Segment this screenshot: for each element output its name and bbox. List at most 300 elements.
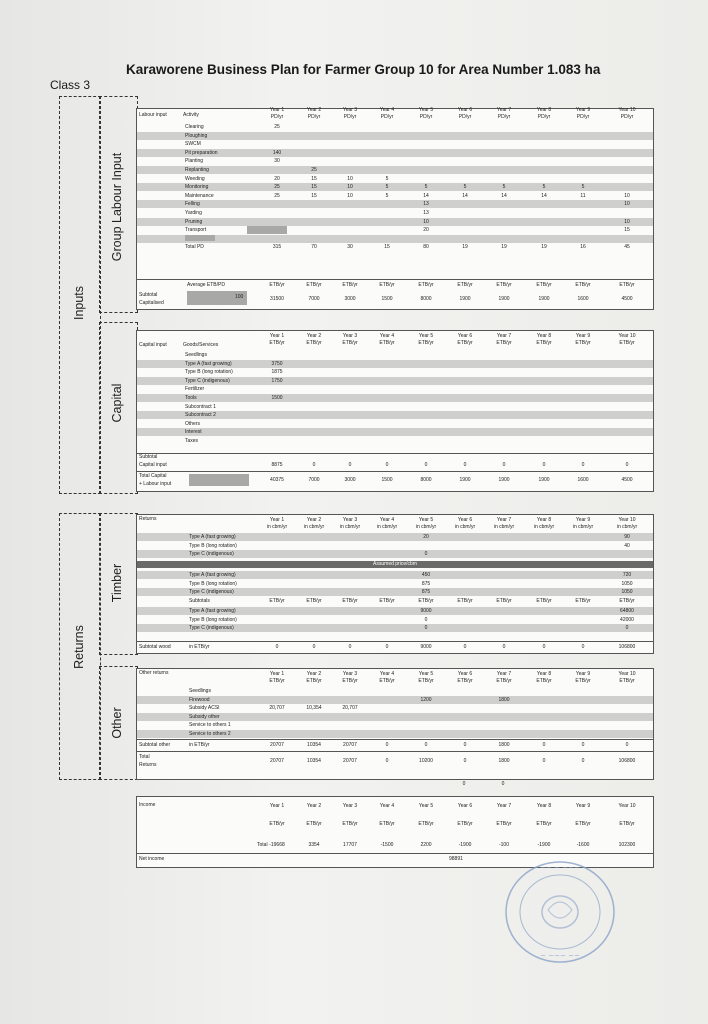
value-cell <box>611 377 643 385</box>
unit-header: ETB/yr <box>269 340 285 346</box>
income-total-label: Total <box>257 842 268 848</box>
timber-col0: Returns <box>139 516 157 522</box>
value-cell <box>611 394 643 402</box>
value-cell: 0 <box>625 625 629 632</box>
unit-header: ETB/yr <box>496 678 512 684</box>
value-cell: 17707 <box>343 842 357 848</box>
value-cell <box>567 624 599 632</box>
value-cell <box>298 721 330 729</box>
unit-header: in cbm/yr <box>339 524 361 530</box>
value-cell <box>528 588 560 596</box>
value-cell <box>449 624 481 632</box>
value-cell <box>371 704 403 712</box>
value-cell <box>449 385 481 393</box>
avg-unit: ETB/yr <box>418 282 434 288</box>
value-cell <box>371 377 403 385</box>
table-row <box>137 704 653 712</box>
value-cell: 0 <box>424 742 428 748</box>
value-cell <box>371 166 403 174</box>
table-row <box>137 730 653 738</box>
below-row <box>136 780 652 790</box>
value-cell <box>261 550 293 558</box>
value-cell <box>528 616 560 624</box>
row-label: Subsidy ACSI <box>189 705 220 712</box>
unit-header: PD/yr <box>343 114 357 120</box>
value-cell <box>371 403 403 411</box>
value-cell <box>298 411 330 419</box>
value-cell <box>261 403 293 411</box>
value-cell <box>567 437 599 445</box>
value-cell <box>528 360 560 368</box>
value-cell <box>261 385 293 393</box>
value-cell <box>567 420 599 428</box>
value-cell: 0 <box>542 758 546 764</box>
value-cell <box>611 385 643 393</box>
value-cell <box>567 696 599 704</box>
value-cell <box>449 428 481 436</box>
value-cell <box>611 428 643 436</box>
value-cell <box>261 166 293 174</box>
value-cell <box>298 437 330 445</box>
net-income-label: Net income <box>139 856 165 862</box>
value-cell <box>567 687 599 695</box>
row-label: Weeding <box>185 175 205 182</box>
value-cell: 7000 <box>308 296 320 302</box>
value-cell: 20707 <box>270 758 284 764</box>
value-cell <box>410 132 442 140</box>
value-cell <box>567 377 599 385</box>
value-cell: 106800 <box>618 758 636 764</box>
unit-header: ETB/yr <box>306 821 322 827</box>
value-cell <box>567 123 599 131</box>
year-header: Year 2 <box>306 671 322 677</box>
subtotals-unit: ETB/yr <box>269 598 285 604</box>
table-row <box>137 411 653 419</box>
value-cell <box>261 580 293 588</box>
value-cell <box>298 616 330 624</box>
other-subtotal-divider <box>137 739 653 740</box>
value-cell: 1900 <box>538 296 550 302</box>
value-cell: 875 <box>421 580 431 587</box>
value-cell: 720 <box>622 572 632 578</box>
value-cell: 2200 <box>420 842 432 848</box>
table-row <box>137 476 653 484</box>
row-label: Fertilizer <box>185 386 205 393</box>
value-cell: 1600 <box>577 477 589 483</box>
value-cell: 20 <box>423 227 429 234</box>
value-cell: 0 <box>542 742 546 748</box>
value-cell <box>611 351 643 359</box>
table-row <box>137 218 653 226</box>
table-row <box>137 420 653 428</box>
value-cell: 1050 <box>621 580 633 587</box>
value-cell <box>371 713 403 721</box>
value-cell <box>334 437 366 445</box>
value-cell <box>334 607 366 615</box>
value-cell <box>488 360 520 368</box>
table-row <box>137 295 653 303</box>
unit-header: in cbm/yr <box>376 524 398 530</box>
value-cell: 1900 <box>459 477 471 483</box>
value-cell: 0 <box>463 742 467 748</box>
value-cell <box>371 533 403 541</box>
unit-header: ETB/yr <box>619 678 635 684</box>
value-cell: 20,707 <box>342 705 358 712</box>
unit-header: ETB/yr <box>306 340 322 346</box>
value-cell <box>261 132 293 140</box>
year-header: Year 5 <box>418 671 434 677</box>
year-header: Year 1 <box>269 671 285 677</box>
value-cell <box>410 123 442 131</box>
unit-header: ETB/yr <box>418 821 434 827</box>
avg-unit: ETB/yr <box>619 282 635 288</box>
value-cell <box>298 533 330 541</box>
value-cell <box>611 437 643 445</box>
capital-total-label: Total Capital <box>139 473 167 479</box>
year-header: Year 4 <box>379 803 395 809</box>
value-cell <box>370 780 402 788</box>
labour-col0: Labour input <box>139 112 167 118</box>
value-cell <box>298 235 330 243</box>
table-row <box>137 157 653 165</box>
value-cell <box>488 377 520 385</box>
subtotals-unit: ETB/yr <box>496 598 512 604</box>
row-label: Transport <box>185 227 207 234</box>
unit-header: ETB/yr <box>619 821 635 827</box>
value-cell <box>371 428 403 436</box>
value-cell <box>334 226 366 234</box>
value-cell: 5 <box>581 184 585 191</box>
value-cell <box>449 616 481 624</box>
table-row <box>137 351 653 359</box>
value-cell <box>298 696 330 704</box>
value-cell: 0 <box>625 742 629 748</box>
value-cell <box>567 730 599 738</box>
value-cell: 10 <box>624 218 630 225</box>
capital-table <box>136 330 654 492</box>
value-cell <box>261 437 293 445</box>
capitalised-label: Capitalised <box>139 300 164 306</box>
value-cell <box>488 721 520 729</box>
value-cell <box>410 403 442 411</box>
value-cell <box>567 218 599 226</box>
year-header: Year 9 <box>575 671 591 677</box>
row-label: Type A (fast growing) <box>189 534 236 540</box>
value-cell: 0 <box>463 758 467 764</box>
value-cell <box>298 588 330 596</box>
svg-text:~~ ~ ~~~: ~~ ~ ~~~ <box>540 864 580 872</box>
table-row <box>137 437 653 445</box>
value-cell: 875 <box>421 589 431 596</box>
value-cell <box>449 166 481 174</box>
value-cell: 0 <box>385 742 389 748</box>
value-cell <box>260 780 292 788</box>
value-cell <box>488 607 520 615</box>
value-cell: -1900 <box>458 842 472 848</box>
value-cell: -1900 <box>537 842 551 848</box>
value-cell: -1500 <box>380 842 394 848</box>
income-col0: Income <box>139 802 156 808</box>
row-label: Type C (indigenous) <box>189 589 234 596</box>
value-cell <box>449 730 481 738</box>
unit-header: in cbm/yr <box>572 524 594 530</box>
value-cell <box>488 420 520 428</box>
value-cell <box>298 428 330 436</box>
value-cell <box>567 209 599 217</box>
value-cell <box>261 571 293 579</box>
value-cell <box>371 588 403 596</box>
value-cell <box>488 157 520 165</box>
table-row <box>137 140 653 148</box>
value-cell <box>334 420 366 428</box>
value-cell: 5 <box>463 184 467 191</box>
value-cell <box>298 132 330 140</box>
table-row <box>137 183 653 191</box>
unit-header: ETB/yr <box>575 678 591 684</box>
subtotals-unit: ETB/yr <box>379 598 395 604</box>
value-cell: 0 <box>312 644 316 650</box>
subtotals-unit: ETB/yr <box>418 598 434 604</box>
value-cell <box>528 687 560 695</box>
labour-subtotal-divider <box>137 279 653 280</box>
value-cell <box>371 580 403 588</box>
value-cell: 20707 <box>343 742 357 748</box>
value-cell <box>371 624 403 632</box>
value-cell <box>298 550 330 558</box>
unit-header: ETB/yr <box>536 821 552 827</box>
value-cell: 25 <box>274 184 280 191</box>
capital-side-label: Capital <box>110 383 124 423</box>
value-cell: 16 <box>580 244 586 251</box>
value-cell <box>410 411 442 419</box>
table-row <box>137 385 653 393</box>
value-cell <box>528 428 560 436</box>
value-cell <box>261 218 293 226</box>
table-row <box>137 175 653 183</box>
value-cell <box>528 218 560 226</box>
row-label: Firewood <box>189 696 210 703</box>
year-header: Year 5 <box>418 517 434 523</box>
value-cell <box>298 377 330 385</box>
unit-header: PD/yr <box>537 114 551 120</box>
value-cell <box>371 157 403 165</box>
value-cell <box>334 200 366 208</box>
value-cell <box>528 132 560 140</box>
value-cell <box>567 571 599 579</box>
value-cell <box>298 687 330 695</box>
year-header: Year 2 <box>306 803 322 809</box>
value-cell: 10 <box>347 184 353 191</box>
value-cell: 9000 <box>420 644 432 650</box>
value-cell: 1900 <box>459 296 471 302</box>
year-header: Year 3 <box>342 333 358 339</box>
value-cell: 0 <box>542 644 546 650</box>
value-cell <box>334 588 366 596</box>
value-cell <box>449 580 481 588</box>
value-cell: 8000 <box>420 477 432 483</box>
value-cell <box>449 175 481 183</box>
year-header: Year 9 <box>575 803 591 809</box>
value-cell <box>528 351 560 359</box>
value-cell <box>449 394 481 402</box>
other-subtotal-label: Subtotal other <box>139 742 171 748</box>
value-cell: 20,707 <box>269 705 285 712</box>
value-cell <box>334 696 366 704</box>
value-cell <box>371 368 403 376</box>
year-header: Year 8 <box>536 107 552 113</box>
value-cell: 14 <box>501 192 507 199</box>
year-header: Year 3 <box>342 107 358 113</box>
value-cell <box>371 411 403 419</box>
value-cell <box>488 235 520 243</box>
value-cell <box>261 624 293 632</box>
value-cell <box>611 713 643 721</box>
value-cell <box>449 542 481 550</box>
value-cell <box>528 580 560 588</box>
value-cell <box>334 218 366 226</box>
value-cell <box>449 235 481 243</box>
value-cell <box>449 123 481 131</box>
value-cell: 42000 <box>620 616 634 623</box>
value-cell <box>488 175 520 183</box>
value-cell: 0 <box>385 644 389 650</box>
value-cell <box>611 132 643 140</box>
value-cell <box>298 218 330 226</box>
unit-header: ETB/yr <box>418 340 434 346</box>
value-cell <box>528 123 560 131</box>
subtotal-label: Subtotal <box>139 292 158 298</box>
value-cell: 1800 <box>498 696 510 703</box>
value-cell: -100 <box>498 842 509 848</box>
value-cell <box>528 411 560 419</box>
value-cell <box>528 368 560 376</box>
value-cell <box>528 149 560 157</box>
value-cell <box>371 687 403 695</box>
row-label: Monitoring <box>185 184 209 191</box>
value-cell <box>488 368 520 376</box>
value-cell <box>371 571 403 579</box>
value-cell: 14 <box>462 192 468 199</box>
value-cell <box>410 542 442 550</box>
unit-header: in cbm/yr <box>266 524 288 530</box>
value-cell <box>528 209 560 217</box>
value-cell <box>334 385 366 393</box>
value-cell <box>298 394 330 402</box>
value-cell <box>334 157 366 165</box>
value-cell <box>410 713 442 721</box>
value-cell <box>261 607 293 615</box>
value-cell <box>449 721 481 729</box>
value-cell <box>611 157 643 165</box>
row-label: Pit preparation <box>185 149 218 156</box>
value-cell <box>261 200 293 208</box>
unit-header: in cbm/yr <box>493 524 515 530</box>
unit-header: PD/yr <box>576 114 590 120</box>
value-cell <box>488 226 520 234</box>
value-cell: 30 <box>274 158 280 165</box>
timber-table <box>136 514 654 654</box>
value-cell: 8875 <box>271 462 283 468</box>
value-cell <box>488 385 520 393</box>
value-cell <box>334 123 366 131</box>
value-cell <box>488 687 520 695</box>
value-cell: 5 <box>502 184 506 191</box>
unit-header: ETB/yr <box>457 678 473 684</box>
value-cell <box>449 704 481 712</box>
value-cell <box>333 780 365 788</box>
value-cell: 102300 <box>618 842 636 848</box>
unit-header: ETB/yr <box>619 340 635 346</box>
value-cell <box>261 588 293 596</box>
value-cell <box>371 616 403 624</box>
row-label: Clearing <box>185 124 204 130</box>
value-cell <box>488 411 520 419</box>
table-row <box>137 192 653 200</box>
row-label: Type A (fast growing) <box>189 572 236 578</box>
value-cell <box>410 394 442 402</box>
value-cell <box>567 140 599 148</box>
unit-header: ETB/yr <box>269 678 285 684</box>
table-row <box>137 550 653 558</box>
value-cell <box>567 607 599 615</box>
value-cell: 5 <box>385 184 389 191</box>
value-cell: 4500 <box>621 477 633 483</box>
row-label: Type B (long rotation) <box>189 616 237 623</box>
value-cell <box>261 351 293 359</box>
value-cell <box>410 166 442 174</box>
value-cell <box>261 209 293 217</box>
value-cell <box>488 218 520 226</box>
value-cell: 80 <box>423 244 429 251</box>
year-header: Year 1 <box>269 107 285 113</box>
other-col0: Other returns <box>139 670 169 676</box>
value-cell: 90 <box>624 534 630 540</box>
value-cell: 7000 <box>308 477 320 483</box>
unit-header: PD/yr <box>270 114 284 120</box>
avg-unit: ETB/yr <box>575 282 591 288</box>
page-title: Karaworene Business Plan for Farmer Group 10 for Area Number 1.083 ha <box>126 62 601 77</box>
svg-text:~ ~~~ ~~: ~ ~~~ ~~ <box>540 952 580 960</box>
value-cell: 15 <box>384 244 390 251</box>
value-cell <box>449 132 481 140</box>
table-row <box>137 360 653 368</box>
value-cell: 15 <box>624 227 630 234</box>
value-cell: 1600 <box>577 296 589 302</box>
subtotals-unit: ETB/yr <box>457 598 473 604</box>
avg-unit: ETB/yr <box>306 282 322 288</box>
year-header: Year 3 <box>342 803 358 809</box>
value-cell <box>528 704 560 712</box>
value-cell <box>410 420 442 428</box>
value-cell <box>611 420 643 428</box>
value-cell <box>334 550 366 558</box>
value-cell <box>410 377 442 385</box>
value-cell: 10 <box>624 192 630 199</box>
value-cell: 0 <box>348 462 352 468</box>
value-cell <box>261 687 293 695</box>
row-label: Subsidy other <box>189 713 220 720</box>
unit-header: ETB/yr <box>457 340 473 346</box>
value-cell: 4500 <box>621 296 633 302</box>
value-cell <box>410 368 442 376</box>
value-cell: 5 <box>385 192 389 199</box>
row-label: Type C (indigenous) <box>189 551 234 558</box>
table-row <box>137 721 653 729</box>
value-cell <box>528 624 560 632</box>
avg-unit: ETB/yr <box>379 282 395 288</box>
row-label: Type C (indigenous) <box>185 377 230 384</box>
unit-header: ETB/yr <box>457 821 473 827</box>
